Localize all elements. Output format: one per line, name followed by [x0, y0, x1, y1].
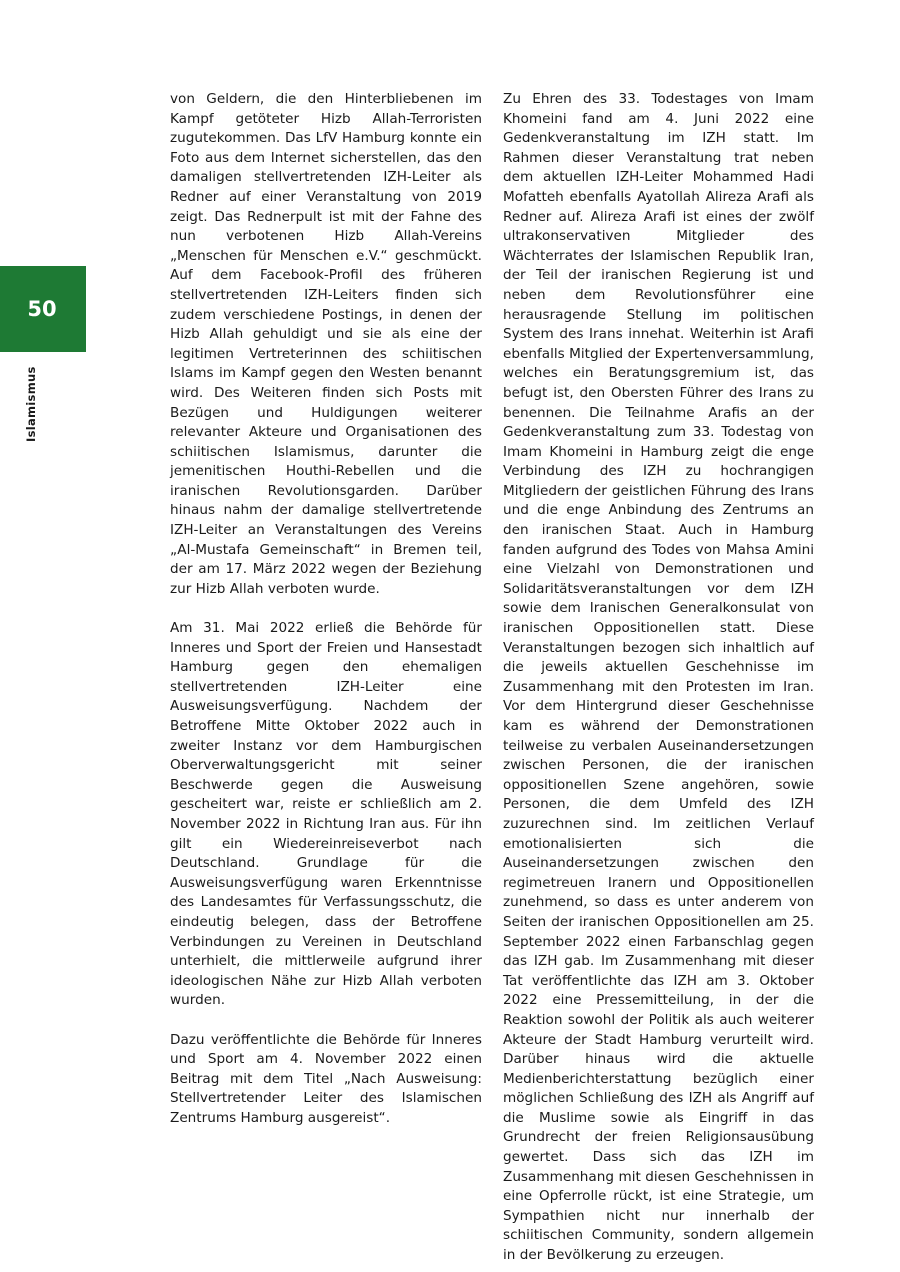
page-number-tab	[0, 266, 86, 352]
paragraph: Am 31. Mai 2022 erließ die Behörde für Inneres und Sport der Freien und Hansestadt Hamburg gegen den ehemaligen stellvertretenden IZH-Leiter eine Ausweisungsverfügung. Nachdem der Betroffene Mitte Oktober 2022 auch in zweiter Instanz vor dem Hamburgischen Oberverwaltungsgericht mit seiner Beschwerde gegen die Ausweisung gescheitert war, reiste er schließlich am 2. November 2022 in Richtung Iran aus. Für ihn gilt ein Wiedereinreiseverbot nach Deutschland. Grundlage für die Ausweisungsverfügung waren Erkenntnisse des Landesamtes für Verfassungsschutz, die eindeutig belegen, dass der Betroffene Verbindungen zu Vereinen in Deutschland unterhielt, die mittlerweile aufgrund ihrer ideologischen Nähe zur Hizb Allah verboten wurden.	[170, 620, 482, 1009]
paragraph: Zu Ehren des 33. Todestages von Imam Khomeini fand am 4. Juni 2022 eine Gedenkveranstaltung im IZH statt. Im Rahmen dieser Veranstaltung trat neben dem aktuellen IZH-Leiter Mohammed Hadi Mofatteh ebenfalls Ayatollah Alireza Arafi als Redner auf. Alireza Arafi ist eines der zwölf ultrakonservativen Mitglieder des Wächterrates der Islamischen Republik Iran, der Teil der iranischen Regierung ist und neben dem Revolutionsführer eine herausragende Stellung im politischen System des Irans innehat. Weiterhin ist Arafi ebenfalls Mitglied der Expertenversammlung, welches ein Beratungsgremium ist, das befugt ist, den Obersten Führer des Irans zu benennen. Die Teilnahme Arafis an der Gedenkveranstaltung zum 33. Todestag von Imam Khomeini in Hamburg zeigt die enge Verbindung des IZH zu hochrangigen Mitgliedern der geistlichen Führung des Irans und die enge Anbindung des Zentrums an den iranischen Staat. Auch in Hamburg fanden aufgrund des Todes von Mahsa Amini eine Vielzahl von Demonstrationen und Solidaritätsveranstaltungen vor dem IZH sowie dem Iranischen Generalkonsulat von iranischen Oppositionellen statt. Diese Veranstaltungen bezogen sich inhaltlich auf die jeweils aktuellen Geschehnisse im Zusammenhang mit den Protesten im Iran. Vor dem Hintergrund dieser Geschehnisse kam es während der Demonstrationen teilweise zu verbalen Auseinandersetzungen zwischen Personen, die der iranischen oppositionellen Szene angehören, sowie Personen, die dem Umfeld des IZH zuzurechnen sind. Im zeitlichen Verlauf emotionalisierten sich die Auseinandersetzungen zwischen den regimetreuen Iranern und Oppositionellen zunehmend, so dass es unter anderem von Seiten der iranischen Oppositionellen am 25. September 2022 einen Farbanschlag gegen das IZH gab. Im Zusammenhang mit dieser Tat veröffentlichte das IZH am 3. Oktober 2022 eine Pressemitteilung, in der die Reaktion sowohl der Politik als auch weiterer Akteure der Stadt Hamburg verurteilt wird. Darüber hinaus wird die aktuelle Medienberichterstattung bezüglich einer möglichen Schließung des IZH als Angriff auf die Muslime sowie als Eingriff in das Grundrecht der freien Religionsausübung gewertet. Dass sich das IZH im Zusammenhang mit diesen Geschehnissen in eine Opferrolle rückt, ist eine Strategie, um Sympathien nicht nur innerhalb der schiitischen Community, sondern allgemein in der Bevölkerung zu erzeugen.	[503, 91, 814, 1264]
right-text-column	[503, 90, 814, 1266]
paragraph: Dazu veröffentlichte die Behörde für Inneres und Sport am 4. November 2022 einen Beitrag mit dem Titel „Nach Ausweisung: Stellvertretender Leiter des Islamischen Zentrums Hamburg ausgereist“.	[170, 1031, 482, 1126]
paragraph: von Geldern, die den Hinterbliebenen im Kampf getöteter Hizb Allah-Terroristen zugutekommen. Das LfV Hamburg konnte ein Foto aus dem Internet sicherstellen, das den damaligen stellvertretenden IZH-Leiter als Redner auf einer Veranstaltung von 2019 zeigt. Das Rednerpult ist mit der Fahne des nun verbotenen Hizb Allah-Vereins „Menschen für Menschen e.V.“ geschmückt. Auf dem Facebook-Profil des früheren stellvertretenden IZH-Leiters finden sich zudem verschiedene Postings, in denen der Hizb Allah gehuldigt und sie als eine der legitimen Vertreterinnen des schiitischen Islams im Kampf gegen den Westen benannt wird. Des Weiteren finden sich Posts mit Bezügen und Huldigungen weiterer relevanter Akteure und Organisationen des schiitischen Islamismus, darunter die jemenitischen Houthi-Rebellen und die iranischen Revolutionsgarden. Darüber hinaus nahm der damalige stellvertretende IZH-Leiter an Veranstaltungen des Vereins „Al-Mustafa Gemeinschaft“ in Bremen teil, der am 17. März 2022 wegen der Beziehung zur Hizb Allah verboten wurde.	[170, 91, 482, 597]
left-text-column	[170, 90, 482, 1128]
section-label: Islamismus	[24, 366, 38, 442]
page-number: 50	[27, 297, 57, 321]
